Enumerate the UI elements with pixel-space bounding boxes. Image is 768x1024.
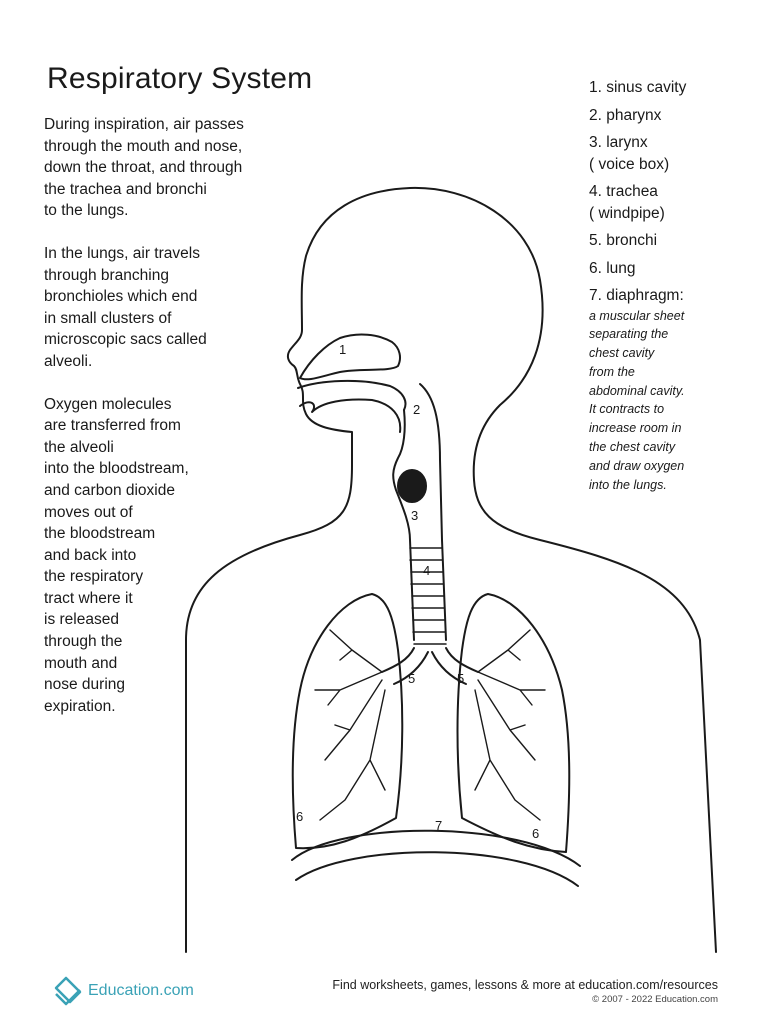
brand-name: Education.com	[88, 982, 194, 999]
legend-item-diaphragm: 7. diaphragm:	[589, 287, 684, 304]
legend-item-larynx: 3. larynx ( voice box)	[589, 134, 670, 173]
label-left-lung-number: 6	[296, 809, 304, 824]
legend-item-bronchi: 5. bronchi	[589, 232, 658, 249]
pharynx-wall-right	[420, 384, 446, 640]
legend-item-lung: 6. lung	[589, 259, 636, 277]
pharynx-wall-left	[393, 410, 414, 640]
label-trachea-number: 4	[423, 563, 431, 578]
sinus-cavity-outline	[300, 335, 400, 380]
footer-info	[332, 978, 718, 1005]
intro-paragraph-inspiration: During inspiration, air passes through the mouth and nose, down the throat, and through the trachea and bronchi to the lungs.	[44, 116, 244, 220]
legend-item-pharynx: 2. pharynx	[589, 106, 662, 124]
page-title: Respiratory System	[47, 62, 313, 95]
diagram-number-labels	[296, 342, 539, 841]
label-left-bronchi-number: 5	[408, 671, 416, 686]
label-right-bronchi-number: 5	[457, 671, 465, 686]
bronchi-left	[382, 648, 428, 684]
right-bronchioles	[475, 630, 545, 820]
intro-paragraph-lungs: In the lungs, air travels through branching bronchioles which end in small clusters of microscopic sacs called alveoli.	[44, 244, 207, 370]
legend-item-sinus-cavity: 1. sinus cavity	[589, 79, 687, 96]
footer-copyright: © 2007 - 2022 Education.com	[592, 994, 718, 1005]
label-diaphragm-number: 7	[435, 818, 443, 833]
left-lung-outline	[293, 594, 403, 848]
label-sinus-cavity-number: 1	[339, 342, 347, 357]
diaphragm-lower	[296, 852, 578, 886]
tongue	[300, 400, 400, 433]
right-lung-outline	[458, 594, 570, 852]
larynx-shape	[398, 470, 426, 502]
label-pharynx-number: 2	[413, 402, 421, 417]
body-outline	[186, 188, 716, 952]
bronchi-right	[432, 648, 478, 684]
education-logo[interactable]	[52, 974, 194, 1008]
label-right-lung-number: 6	[532, 826, 540, 841]
left-bronchioles	[315, 630, 385, 820]
intro-paragraph-gas-exchange: Oxygen molecules are transferred from the alveoli into the bloodstream, and carbon dioxide moves out of the bloodstream and back into the respiratory tract where it is released through the mouth and nose during expiration.	[44, 395, 189, 715]
education-logo-icon	[52, 974, 84, 1008]
diaphragm-note: a muscular sheet separating the chest cavity from the abdominal cavity. It contracts to increase room in the chest cavity and draw oxygen into the lungs.	[589, 308, 685, 492]
legend-item-trachea: 4. trachea ( windpipe)	[589, 183, 665, 222]
footer-tagline: Find worksheets, games, lessons & more at education.com/resources	[332, 978, 718, 992]
label-larynx-number: 3	[411, 508, 419, 523]
